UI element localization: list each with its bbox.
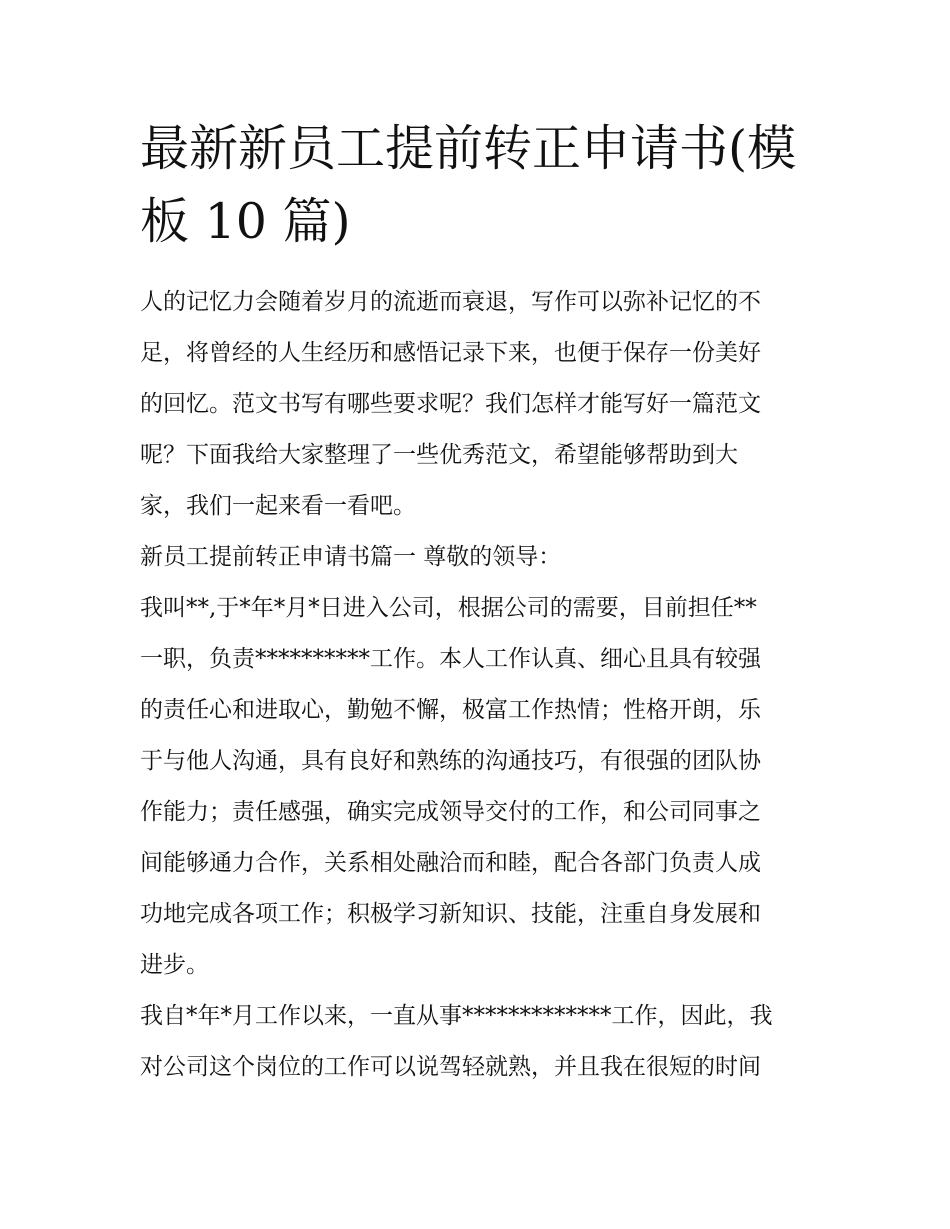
text-line: 一职，负责**********工作。本人工作认真、细心且具有较强 xyxy=(140,646,761,672)
text-line: 对公司这个岗位的工作可以说驾轻就熟，并且我在很短的时间 xyxy=(140,1054,761,1080)
text-line: 家，我们一起来看一看吧。 xyxy=(140,493,416,519)
text-line: 的责任心和进取心，勤勉不懈，极富工作热情；性格开朗，乐 xyxy=(140,697,761,723)
text-line: 的回忆。范文书写有哪些要求呢？我们怎样才能写好一篇范文 xyxy=(140,391,761,417)
intro-paragraph xyxy=(140,277,830,532)
text-line: 人的记忆力会随着岁月的流逝而衰退，写作可以弥补记忆的不 xyxy=(140,289,761,315)
text-line: 呢？下面我给大家整理了一些优秀范文，希望能够帮助到大 xyxy=(140,442,738,468)
text-line: 我叫**,于*年*月*日进入公司，根据公司的需要，目前担任** xyxy=(140,595,757,621)
title-line: 最新新员工提前转正申请书(模 xyxy=(140,120,797,177)
text-line: 功地完成各项工作；积极学习新知识、技能，注重自身发展和 xyxy=(140,901,761,927)
text-line: 于与他人沟通，具有良好和熟练的沟通技巧，有很强的团队协 xyxy=(140,748,761,774)
text-line: 我自*年*月工作以来，一直从事*************工作，因此，我 xyxy=(140,1003,773,1029)
body-paragraph xyxy=(140,991,830,1093)
text-line: 足，将曾经的人生经历和感悟记录下来，也便于保存一份美好 xyxy=(140,340,761,366)
title-line: 板 10 篇) xyxy=(140,193,351,250)
text-line: 作能力；责任感强，确实完成领导交付的工作，和公司同事之 xyxy=(140,799,761,825)
section-heading-paragraph xyxy=(140,532,830,583)
document-body xyxy=(140,277,830,1093)
document-title xyxy=(140,112,820,258)
text-line: 间能够通力合作，关系相处融洽而和睦，配合各部门负责人成 xyxy=(140,850,761,876)
body-paragraph xyxy=(140,583,830,991)
text-line: 进步。 xyxy=(140,952,209,978)
text-line: 新员工提前转正申请书篇一 尊敬的领导： xyxy=(140,544,562,570)
